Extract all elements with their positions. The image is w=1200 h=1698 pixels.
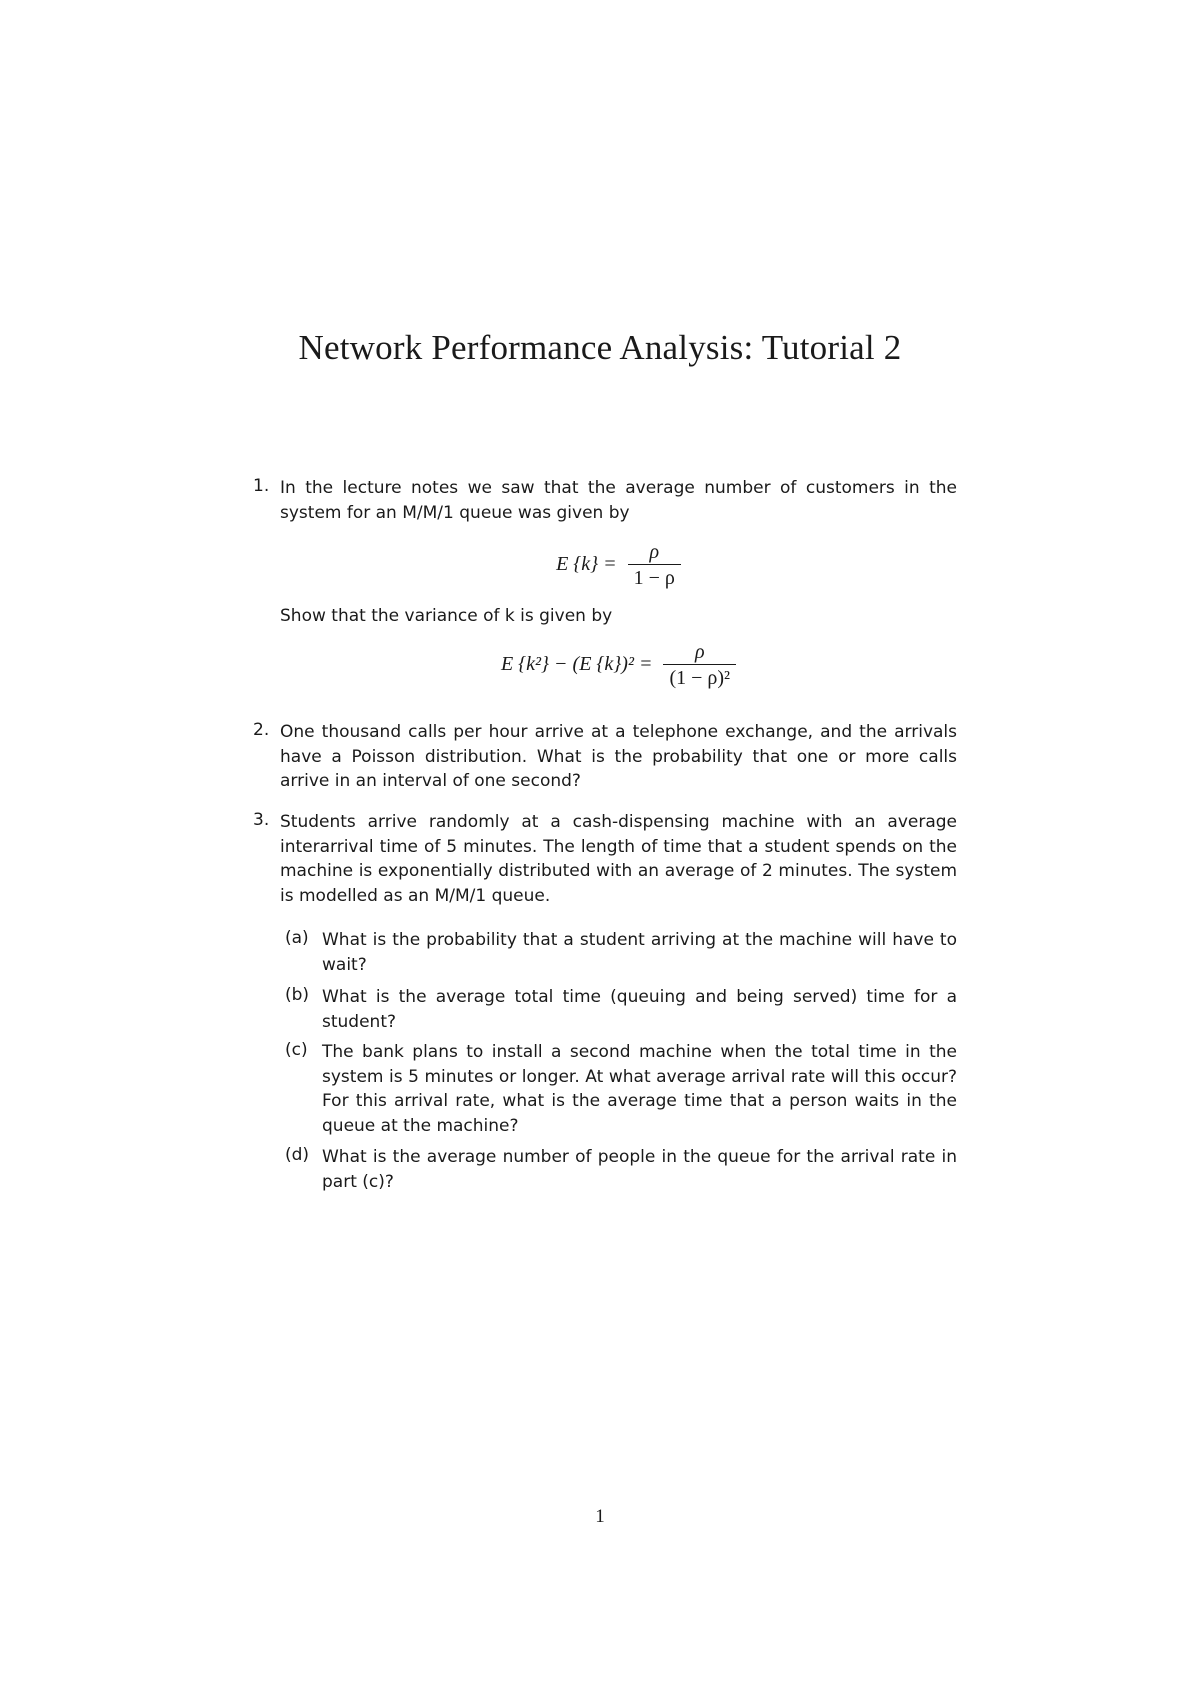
- question-number: 2.: [253, 720, 270, 740]
- question-3-part-b: [285, 985, 957, 1034]
- question-number: 1.: [253, 476, 270, 496]
- question-number: 3.: [253, 810, 270, 830]
- question-3-part-c: [285, 1040, 957, 1138]
- part-label: (c): [285, 1040, 308, 1060]
- part-text: What is the average number of people in the queue for the arrival rate in part (c)?: [322, 1147, 957, 1192]
- question-1: [253, 476, 957, 525]
- equation-mean: [280, 540, 957, 591]
- fraction-denominator: 1 − ρ: [633, 567, 675, 589]
- fraction-denominator: (1 − ρ)²: [669, 667, 731, 689]
- part-label: (a): [285, 928, 309, 948]
- page-number: 1: [595, 1506, 605, 1527]
- equation-variance: [280, 640, 957, 691]
- part-text: What is the average total time (queuing and being served) time for a student?: [322, 987, 957, 1032]
- question-text: Students arrive randomly at a cash-dispensing machine with an average interarrival time of 5 minutes. The length of time that a student spends on the machine is exponentially distributed with an average of 2 minutes. The system is modelled as an M/M/1 queue.: [280, 812, 957, 906]
- page-title: Network Performance Analysis: Tutorial 2: [298, 328, 902, 367]
- part-label: (d): [285, 1145, 310, 1165]
- question-2: [253, 720, 957, 794]
- part-label: (b): [285, 985, 310, 1005]
- part-text: The bank plans to install a second machine when the total time in the system is 5 minutes or longer. At what average arrival rate will this occur? For this arrival rate, what is the average time that a person waits in the queue at the machine?: [322, 1042, 957, 1136]
- question-3-part-d: [285, 1145, 957, 1194]
- question-3-part-a: [285, 928, 957, 977]
- question-text: In the lecture notes we saw that the average number of customers in the system for an M/M/1 queue was given by: [280, 478, 957, 523]
- part-text: What is the probability that a student arriving at the machine will have to wait?: [322, 930, 957, 975]
- fraction-numerator: ρ: [663, 640, 736, 665]
- equation-lhs: E {k²} − (E {k})² =: [500, 653, 653, 676]
- fraction: [663, 640, 736, 691]
- question-text: One thousand calls per hour arrive at a telephone exchange, and the arrivals have a Poisson distribution. What is the probability that one or more calls arrive in an interval of one second?: [280, 722, 957, 791]
- fraction: [628, 540, 681, 591]
- question-text: Show that the variance of k is given by: [280, 606, 613, 626]
- equation-lhs: E {k} =: [556, 553, 617, 576]
- question-1-continued: [280, 604, 957, 629]
- fraction-numerator: ρ: [628, 540, 681, 565]
- question-3: [253, 810, 957, 908]
